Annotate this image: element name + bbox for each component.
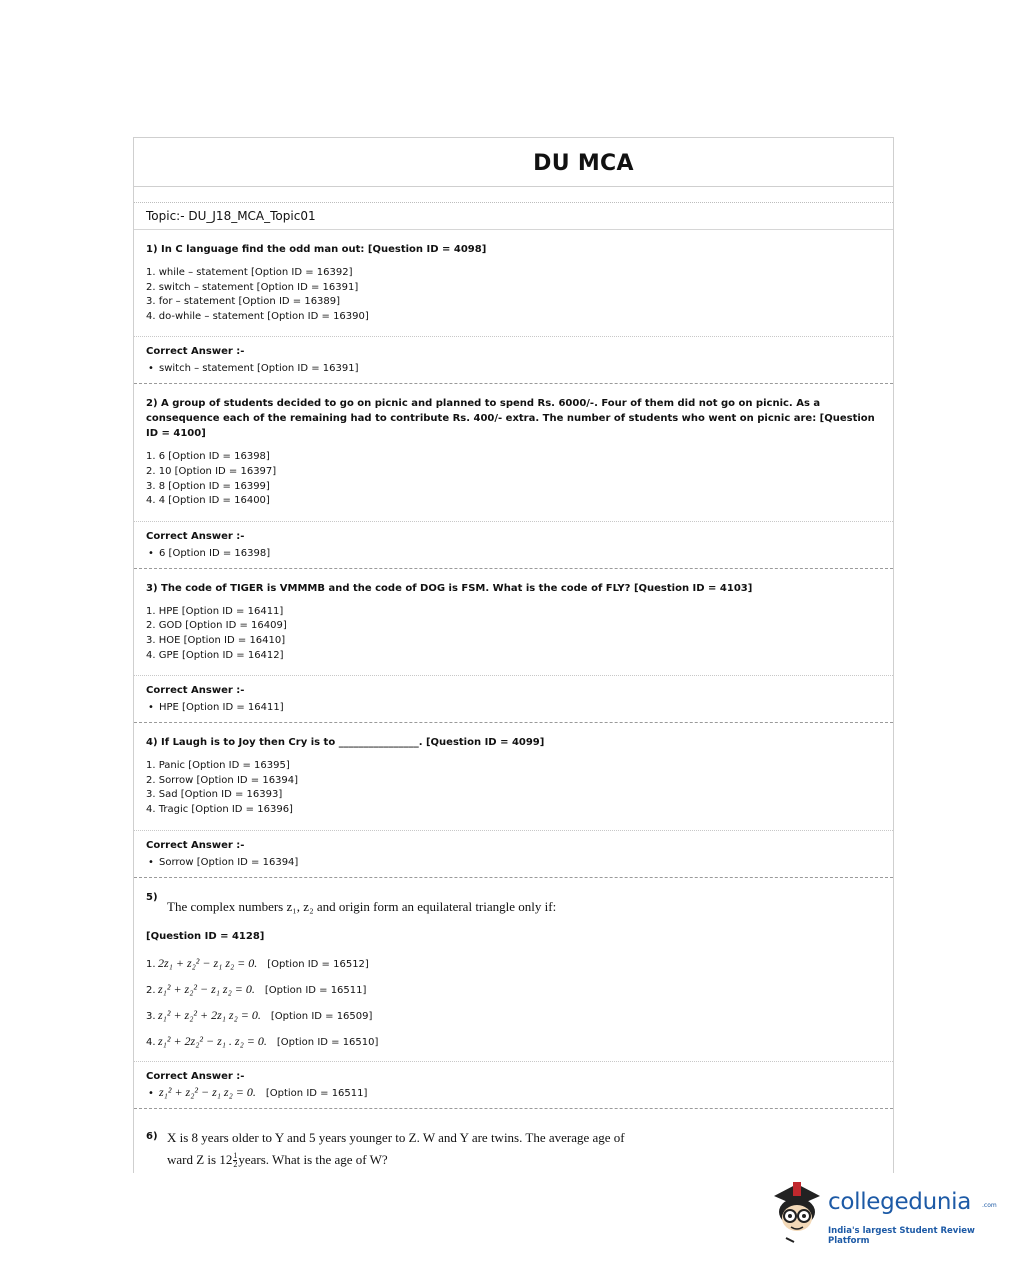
- correct-answer: [146, 697, 881, 722]
- option-id: [Option ID = 16512]: [267, 958, 369, 970]
- correct-answer: [146, 1083, 881, 1108]
- option: 4. Tragic [Option ID = 16396]: [146, 803, 293, 815]
- option-equation: z₁² + 2z₂² − z₁ . z₂ = 0.: [158, 1033, 267, 1048]
- option: 1. 2z₁ + z₂² − z₁ z₂ = 0. [Option ID = 16512]: [146, 951, 893, 977]
- option: 3. HOE [Option ID = 16410]: [146, 634, 286, 646]
- option: 3. z₁² + z₂² + 2z₁ z₂ = 0. [Option ID = 16509]: [146, 1003, 893, 1029]
- collegedunia-logo: [768, 1180, 998, 1250]
- option: 4. 4 [Option ID = 16400]: [146, 495, 270, 507]
- question-5-options: [134, 951, 893, 1062]
- option: 1. 6 [Option ID = 16398]: [146, 451, 270, 463]
- student-mascot-icon: [768, 1178, 826, 1248]
- question-number: 6): [146, 1130, 158, 1142]
- question-2-text: 2) A group of students decided to go on picnic and planned to spend Rs. 6000/-. Four of them did not go on picnic. As a consequence each of the remaining had to contribute Rs. 400/- extra. The number of students who went on picnic are: [Question ID = 4100]: [146, 398, 875, 440]
- logo-domain: .com: [982, 1202, 997, 1209]
- option: 1. while – statement [Option ID = 16392]: [146, 267, 353, 278]
- question-6-statement: [146, 1127, 881, 1171]
- question-5-text: [146, 878, 881, 915]
- option-id: [Option ID = 16509]: [270, 1010, 373, 1022]
- correct-answer: [146, 358, 881, 383]
- correct-answer-label: Correct Answer :-: [146, 1070, 245, 1082]
- correct-answer-label: Correct Answer :-: [146, 839, 245, 851]
- bullet-icon: •: [148, 856, 154, 868]
- correct-answer-label: Correct Answer :-: [146, 685, 245, 697]
- correct-answer-id: [Option ID = 16511]: [265, 1087, 368, 1099]
- correct-answer-label: Correct Answer :-: [146, 346, 245, 358]
- option: 1. HPE [Option ID = 16411]: [146, 605, 284, 617]
- option: 2. 10 [Option ID = 16397]: [146, 465, 277, 477]
- option: 2. Sorrow [Option ID = 16394]: [146, 774, 299, 786]
- option-equation: 2z₁ + z₂² − z₁ z₂ = 0.: [158, 955, 258, 970]
- question-id: [Question ID = 4128]: [146, 930, 265, 942]
- option: 3. for – statement [Option ID = 16389]: [146, 296, 341, 308]
- correct-answer-text: 6 [Option ID = 16398]: [159, 547, 271, 559]
- correct-answer-text: HPE [Option ID = 16411]: [159, 702, 284, 714]
- question-5: [134, 878, 893, 1109]
- option: 2. switch – statement [Option ID = 16391]: [146, 281, 359, 293]
- option-id: [Option ID = 16511]: [264, 984, 367, 996]
- question-2-options: [134, 450, 893, 521]
- question-6-line-2: ward Z is 12 $\frac{1}{2}$ years. What is the age of W?: [167, 1151, 388, 1170]
- correct-answer-text: Sorrow [Option ID = 16394]: [159, 856, 299, 868]
- bullet-icon: •: [148, 702, 154, 714]
- topic-label: Topic:- DU_J18_MCA_Topic01: [134, 203, 893, 230]
- option: 3. 8 [Option ID = 16399]: [146, 480, 270, 492]
- correct-answer: [146, 543, 881, 568]
- option-equation: z₁² + z₂² − z₁ z₂ = 0.: [158, 981, 255, 996]
- option: 2. z₁² + z₂² − z₁ z₂ = 0. [Option ID = 16511]: [146, 977, 893, 1003]
- bullet-icon: •: [148, 1087, 154, 1099]
- question-2: [134, 384, 893, 568]
- option: 4. z₁² + 2z₂² − z₁ . z₂ = 0. [Option ID = 16510]: [146, 1029, 893, 1055]
- correct-answer-text: switch – statement [Option ID = 16391]: [159, 363, 359, 375]
- question-5-statement: The complex numbers z₁, z₂ and origin form an equilateral triangle only if:: [167, 898, 557, 914]
- option: 4. do-while – statement [Option ID = 16390]: [146, 310, 369, 322]
- question-4-options: [134, 759, 893, 830]
- question-4: [134, 723, 893, 877]
- question-3-options: [134, 605, 893, 676]
- question-3-text: 3) The code of TIGER is VMMMB and the code of DOG is FSM. What is the code of FLY? [Question ID = 4103]: [146, 582, 753, 594]
- exam-sheet: [133, 137, 894, 1173]
- question-6-line-1: X is 8 years older to Y and 5 years younger to Z. W and Y are twins. The average age of: [167, 1129, 625, 1145]
- logo-wordmark: collegedunia: [828, 1189, 972, 1215]
- question-1-text: 1) In C language find the odd man out: [Question ID = 4098]: [146, 244, 487, 255]
- fraction: $\frac{1}{2}$: [233, 1151, 238, 1170]
- option-id: [Option ID = 16510]: [276, 1036, 379, 1048]
- question-3: [134, 569, 893, 723]
- bullet-icon: •: [148, 547, 154, 559]
- option: 2. GOD [Option ID = 16409]: [146, 620, 287, 632]
- correct-answer: [146, 852, 881, 877]
- bullet-icon: •: [148, 363, 154, 375]
- option: 4. GPE [Option ID = 16412]: [146, 649, 284, 661]
- title-row: [134, 138, 893, 187]
- question-4-text: 4) If Laugh is to Joy then Cry is to ________________. [Question ID = 4099]: [146, 737, 545, 749]
- logo-tagline: India's largest Student Review Platform: [828, 1226, 975, 1246]
- spacer-row: [134, 187, 893, 203]
- option: 3. Sad [Option ID = 16393]: [146, 789, 283, 801]
- question-1-options: [134, 266, 893, 337]
- option-equation: z₁² + z₂² + 2z₁ z₂ = 0.: [158, 1007, 261, 1022]
- question-6: [134, 1109, 893, 1171]
- question-6-text: [146, 1109, 881, 1171]
- correct-answer-label: Correct Answer :-: [146, 530, 245, 542]
- question-number: 5): [146, 891, 158, 903]
- question-1: [134, 230, 893, 384]
- correct-answer-equation: z₁² + z₂² − z₁ z₂ = 0.: [159, 1084, 256, 1099]
- page-title: DU MCA: [533, 151, 634, 176]
- option: 1. Panic [Option ID = 16395]: [146, 760, 290, 772]
